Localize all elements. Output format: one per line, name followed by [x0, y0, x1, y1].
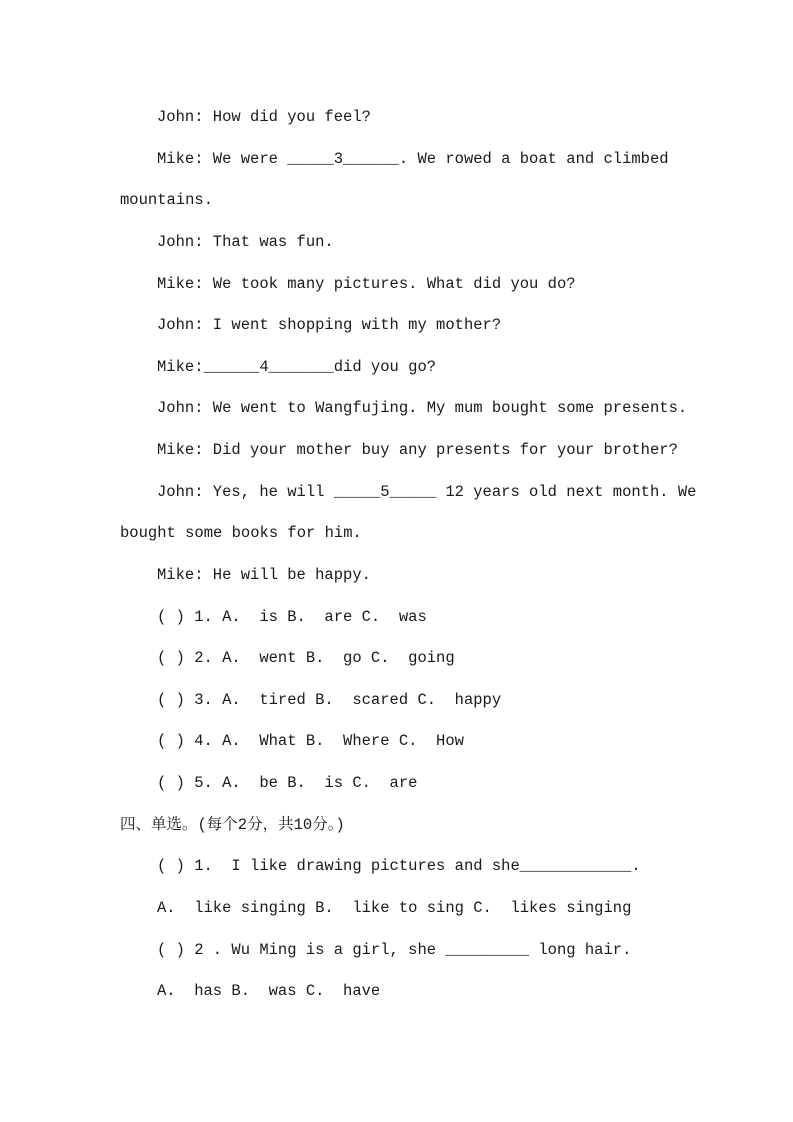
- cloze-option: ( ) 1. A. is B. are C. was: [157, 608, 427, 626]
- cloze-option: ( ) 4. A. What B. Where C. How: [157, 732, 464, 750]
- dialogue-line: John: How did you feel?: [157, 108, 371, 126]
- section-heading: 四、单选。(每个2分，共10分。): [120, 816, 345, 834]
- cloze-option: ( ) 5. A. be B. is C. are: [157, 774, 418, 792]
- cloze-option: ( ) 3. A. tired B. scared C. happy: [157, 691, 502, 709]
- dialogue-line: John: Yes, he will _____5_____ 12 years old next month. We: [157, 483, 697, 501]
- dialogue-line: John: That was fun.: [157, 233, 334, 251]
- dialogue-line: Mike: He will be happy.: [157, 566, 371, 584]
- dialogue-line: mountains.: [120, 191, 214, 209]
- question-1: ( ) 1. I like drawing pictures and she____________.: [157, 857, 641, 875]
- dialogue-line: Mike: We were _____3______. We rowed a boat and climbed: [157, 150, 669, 168]
- dialogue-line: Mike: Did your mother buy any presents for your brother?: [157, 441, 678, 459]
- cloze-option: ( ) 2. A. went B. go C. going: [157, 649, 455, 667]
- dialogue-line: John: We went to Wangfujing. My mum bought some presents.: [157, 399, 688, 417]
- question-1-options: A. like singing B. like to sing C. likes singing: [157, 899, 632, 917]
- dialogue-line: Mike: We took many pictures. What did you do?: [157, 275, 576, 293]
- question-2: ( ) 2 . Wu Ming is a girl, she _________ long hair.: [157, 941, 632, 959]
- dialogue-line: John: I went shopping with my mother?: [157, 316, 502, 334]
- dialogue-line: bought some books for him.: [120, 524, 362, 542]
- dialogue-line: Mike:______4_______did you go?: [157, 358, 437, 376]
- question-2-options: A. has B. was C. have: [157, 982, 381, 1000]
